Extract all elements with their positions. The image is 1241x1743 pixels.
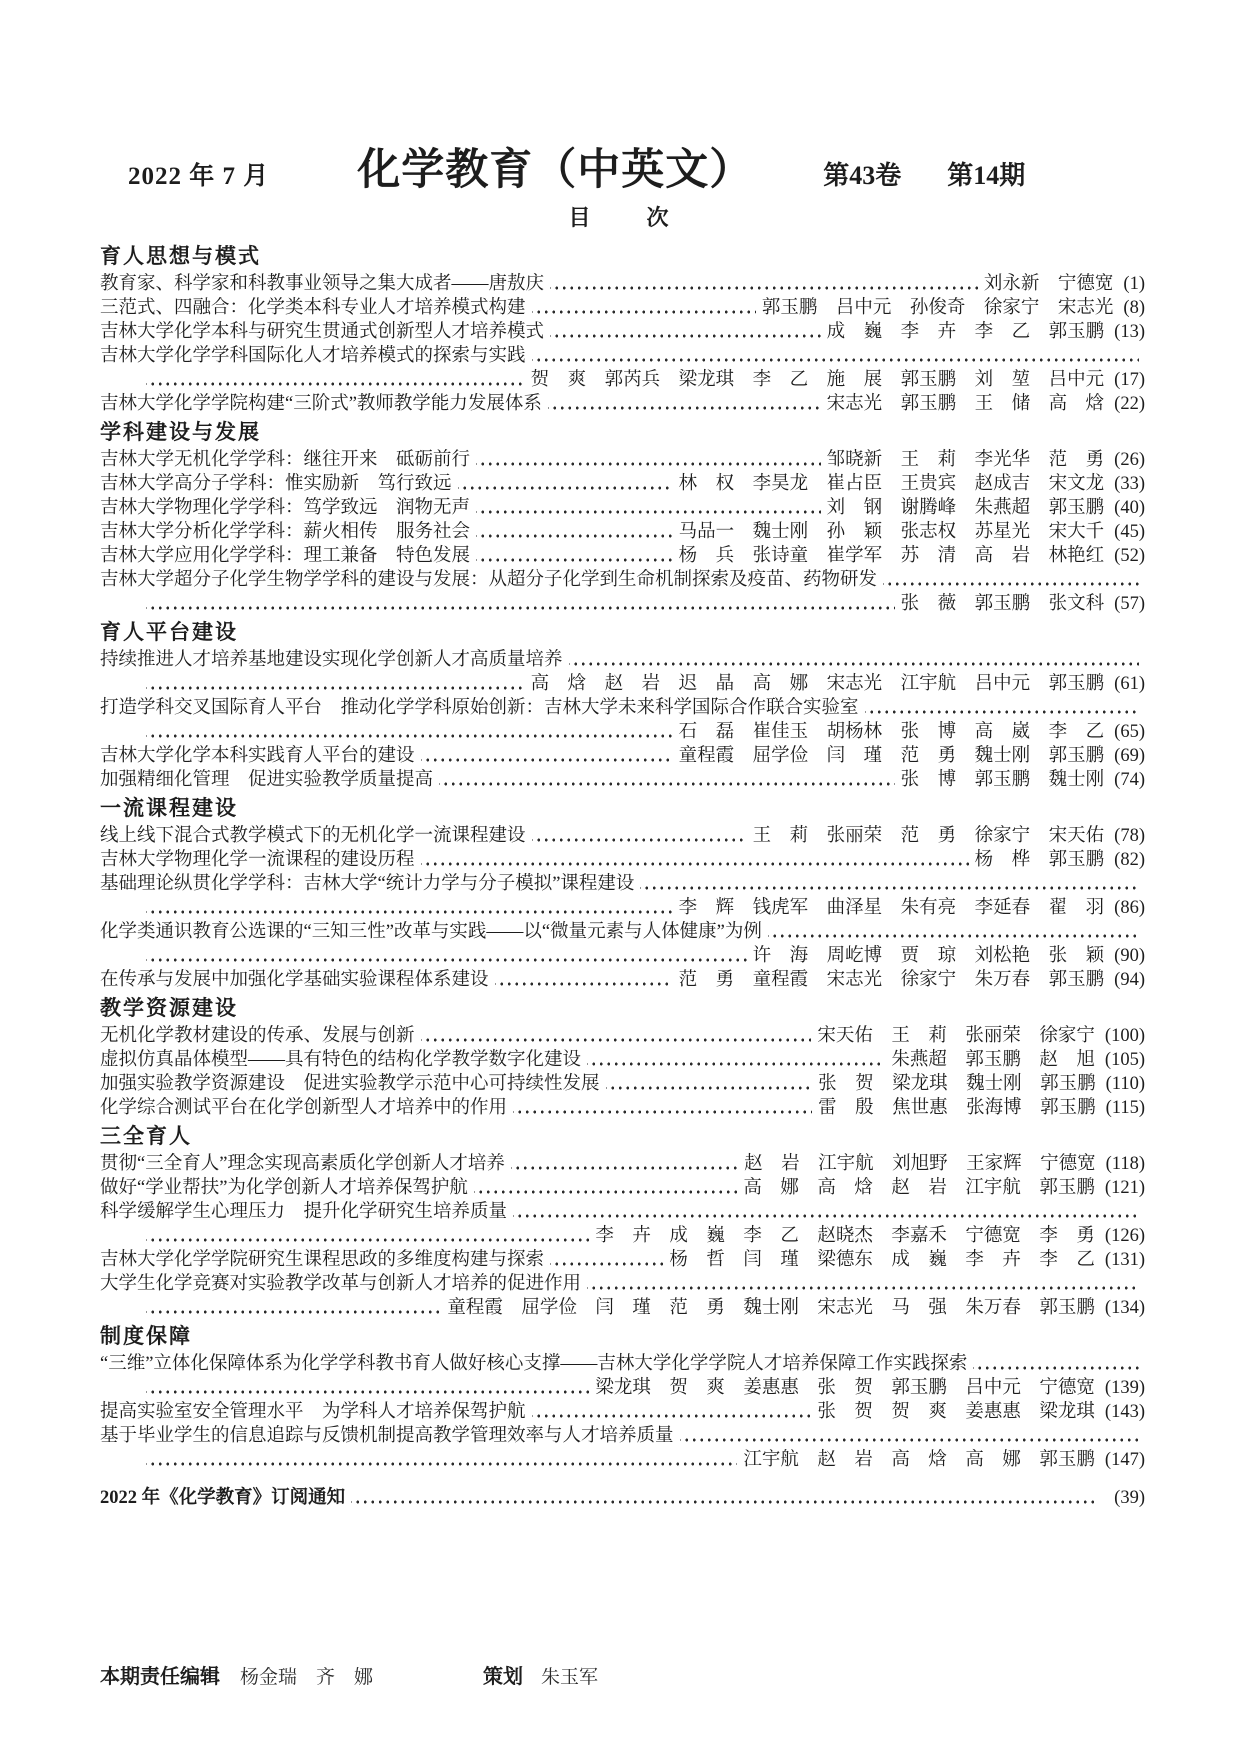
entry-authors: 刘 钢 谢腾峰 朱燕超 郭玉鹏 [826,498,1105,518]
toc-entry [100,1048,1145,1072]
section-title: 育人平台建设 [100,621,238,644]
toc-entry-author-line [100,368,1145,392]
entry-authors: 朱燕超 郭玉鹏 赵 旭 [891,1050,1095,1070]
entry-authors: 高 焓 赵 岩 迟 晶 高 娜 宋志光 江宇航 吕中元 郭玉鹏 [530,674,1105,694]
entry-title: 做好“学业帮扶”为化学创新人才培养保驾护航 [100,1178,468,1198]
dot-leader [973,1352,1139,1376]
entry-page: (17) [1114,370,1145,390]
entry-authors: 郭玉鹏 吕中元 孙俊奇 徐家宁 宋志光 [761,298,1114,318]
entry-page: (131) [1104,1250,1145,1270]
toc-entry-title-line [100,872,1145,896]
section-title: 制度保障 [100,1325,192,1348]
entry-title: 提高实验室安全管理水平 为学科人才培养保驾护航 [100,1402,526,1422]
dot-leader [146,1224,589,1248]
dot-leader [458,472,673,496]
toc-entry [100,1152,1145,1176]
dot-leader [474,1176,737,1200]
dot-leader [146,368,525,392]
entry-page: (78) [1114,826,1145,846]
toc-entry [100,1024,1145,1048]
toc-entry [100,520,1145,544]
entry-authors: 高 娜 高 焓 赵 岩 江宇航 郭玉鹏 [743,1178,1095,1198]
dot-leader [146,944,747,968]
dot-leader [587,1272,1139,1296]
entry-authors: 张 贺 梁龙琪 魏士刚 郭玉鹏 [818,1074,1096,1094]
section-title: 教学资源建设 [100,997,238,1020]
entry-title: 基于毕业学生的信息追踪与反馈机制提高教学管理效率与人才培养质量 [100,1426,674,1446]
entry-authors: 赵 岩 江宇航 刘旭野 王家辉 宁德宽 [744,1154,1096,1174]
toc-entry-author-line [100,1224,1145,1248]
dot-leader [146,1296,441,1320]
dot-leader [476,496,821,520]
entry-title: 打造学科交叉国际育人平台 推动化学学科原始创新：吉林大学未来科学国际合作联合实验室 [100,698,859,718]
toc-entry-author-line [100,1376,1145,1400]
toc-entry-title-line [100,1272,1145,1296]
entry-title: 吉林大学高分子学科：惟实励新 笃行致远 [100,474,452,494]
entry-authors: 雷 殷 焦世惠 张海博 郭玉鹏 [818,1098,1096,1118]
entry-authors: 马品一 魏士刚 孙 颖 张志权 苏星光 宋大千 [678,522,1105,542]
entry-title: 持续推进人才培养基地建设实现化学创新人才高质量培养 [100,650,563,670]
section-title: 学科建设与发展 [100,421,261,444]
entry-authors: 张 薇 郭玉鹏 张文科 [900,594,1105,614]
entry-page: (115) [1105,1098,1145,1118]
entry-page: (139) [1104,1378,1145,1398]
dot-leader [550,320,821,344]
dot-leader [511,1152,738,1176]
entry-title: 教育家、科学家和科教事业领导之集大成者——唐敖庆 [100,274,545,294]
entry-authors: 成 巍 李 卉 李 乙 郭玉鹏 [826,322,1105,342]
entry-page: (1) [1123,274,1145,294]
dot-leader [146,1448,737,1472]
subscription-title: 2022 年《化学教育》订阅通知 [100,1488,346,1508]
entry-page: (90) [1114,946,1145,966]
toc-entry-title-line [100,568,1145,592]
dot-leader [532,296,756,320]
dot-leader [513,1200,1139,1224]
dot-leader [532,1400,812,1424]
entry-authors: 林 权 李昊龙 崔占臣 王贵宾 赵成吉 宋文龙 [678,474,1105,494]
dot-leader [865,696,1139,720]
dot-leader [768,920,1139,944]
entry-page: (100) [1104,1026,1145,1046]
section-title: 育人思想与模式 [100,245,261,268]
journal-title: 化学教育（中英文） [357,147,754,194]
entry-page: (57) [1114,594,1145,614]
entry-page: (82) [1114,850,1145,870]
toc-title: 目 次 [568,205,673,230]
toc-entry-author-line [100,944,1145,968]
entry-title: 加强实验教学资源建设 促进实验教学示范中心可持续性发展 [100,1074,600,1094]
entry-page: (13) [1114,322,1145,342]
entry-title: 吉林大学应用化学学科：理工兼备 特色发展 [100,546,471,566]
entry-authors: 邹晓新 王 莉 李光华 范 勇 [826,450,1105,470]
entry-authors: 张 贺 贺 爽 姜惠惠 梁龙琪 [817,1402,1095,1422]
dot-leader [439,768,895,792]
toc-entry [100,768,1145,792]
toc-entry [100,496,1145,520]
dot-leader [421,744,673,768]
entry-page: (86) [1114,898,1145,918]
section-title: 三全育人 [100,1125,192,1148]
issue-date: 2022 年 7 月 [128,163,270,190]
subscription-notice-row [100,1486,1145,1510]
toc-entry [100,472,1145,496]
dot-leader [548,392,821,416]
entry-title: 吉林大学超分子化学生物学学科的建设与发展：从超分子化学到生命机制探索及疫苗、药物研发 [100,570,878,590]
entry-page: (45) [1114,522,1145,542]
toc-entry-author-line [100,720,1145,744]
entry-title: 三范式、四融合：化学类本科专业人才培养模式构建 [100,298,526,318]
entry-authors: 宋志光 郭玉鹏 王 储 高 焓 [826,394,1105,414]
toc-entry-title-line [100,920,1145,944]
entry-title: 吉林大学分析化学学科：薪火相传 服务社会 [100,522,471,542]
entry-title: 在传承与发展中加强化学基础实验课程体系建设 [100,970,489,990]
toc-entry-title-line [100,696,1145,720]
issue-number-label: 第14期 [947,161,1026,190]
entry-authors: 童程霞 屈学俭 闫 瑾 范 勇 魏士刚 郭玉鹏 [678,746,1105,766]
entry-authors: 江宇航 赵 岩 高 焓 高 娜 郭玉鹏 [743,1450,1095,1470]
entry-page: (65) [1114,722,1145,742]
entry-authors: 杨 桦 郭玉鹏 [974,850,1105,870]
entry-authors: 李 辉 钱虎军 曲泽星 朱有亮 李延春 翟 羽 [678,898,1105,918]
toc-entry [100,448,1145,472]
dot-leader [550,272,978,296]
entry-page: (26) [1114,450,1145,470]
entry-page: (118) [1105,1154,1145,1174]
entry-title: 线上线下混合式教学模式下的无机化学一流课程建设 [100,826,526,846]
entry-authors: 王 莉 张丽荣 范 勇 徐家宁 宋天佑 [752,826,1105,846]
entry-page: (61) [1114,674,1145,694]
dot-leader [476,448,821,472]
entry-title: 化学类通识教育公选课的“三知三性”改革与实践——以“微量元素与人体健康”为例 [100,922,762,942]
dot-leader [606,1072,813,1096]
entry-page: (39) [1114,1488,1145,1508]
entry-page: (8) [1123,298,1145,318]
entry-page: (147) [1104,1450,1145,1470]
toc-entry-title-line [100,1424,1145,1448]
toc-entry [100,824,1145,848]
toc-entry [100,1248,1145,1272]
entry-page: (40) [1114,498,1145,518]
dot-leader [421,848,969,872]
dot-leader [146,672,525,696]
dot-leader [421,1024,812,1048]
entry-authors: 梁龙琪 贺 爽 姜惠惠 张 贺 郭玉鹏 吕中元 宁德宽 [595,1378,1095,1398]
dot-leader [532,824,747,848]
entry-authors: 许 海 周屹博 贾 琼 刘松艳 张 颖 [752,946,1105,966]
toc-entry-author-line [100,1296,1145,1320]
entry-title: 吉林大学化学学院构建“三阶式”教师教学能力发展体系 [100,394,542,414]
entry-title: 吉林大学化学本科与研究生贯通式创新型人才培养模式 [100,322,545,342]
entry-title: 虚拟仿真晶体模型——具有特色的结构化学教学数字化建设 [100,1050,582,1070]
dot-leader [476,544,673,568]
toc-entry [100,1400,1145,1424]
entry-title: 大学生化学竞赛对实验教学改革与创新人才培养的促进作用 [100,1274,582,1294]
toc-list [0,232,1241,1472]
entry-title: 基础理论纵贯化学学科：吉林大学“统计力学与分子模拟”课程建设 [100,874,635,894]
entry-authors: 石 磊 崔佳玉 胡杨林 张 博 高 崴 李 乙 [678,722,1105,742]
dot-leader [146,1376,589,1400]
entry-title: 吉林大学化学本科实践育人平台的建设 [100,746,415,766]
dot-leader [883,568,1139,592]
dot-leader [532,344,1139,368]
entry-authors: 刘永新 宁德宽 [983,274,1114,294]
toc-entry [100,1096,1145,1120]
dot-leader [569,648,1139,672]
entry-title: 吉林大学物理化学一流课程的建设历程 [100,850,415,870]
toc-entry-title-line [100,1352,1145,1376]
page-footer [100,1660,1241,1689]
entry-page: (33) [1114,474,1145,494]
dot-leader [680,1424,1139,1448]
toc-entry [100,1176,1145,1200]
toc-entry-author-line [100,592,1145,616]
toc-entry-title-line [100,344,1145,368]
dot-leader [513,1096,812,1120]
entry-authors: 宋天佑 王 莉 张丽荣 徐家宁 [817,1026,1095,1046]
volume-label: 第43卷 [823,161,902,190]
toc-entry [100,296,1145,320]
entry-authors: 张 博 郭玉鹏 魏士刚 [900,770,1105,790]
entry-page: (143) [1104,1402,1145,1422]
entry-authors: 童程霞 屈学俭 闫 瑾 范 勇 魏士刚 宋志光 马 强 朱万春 郭玉鹏 [447,1298,1095,1318]
editor-names: 杨金瑞 齐 娜 [240,1667,374,1688]
toc-entry-author-line [100,672,1145,696]
entry-authors: 杨 哲 闫 瑾 梁德东 成 巍 李 卉 李 乙 [669,1250,1095,1270]
editor-label: 本期责任编辑 [100,1666,220,1688]
toc-entry-title-line [100,648,1145,672]
entry-authors: 范 勇 童程霞 宋志光 徐家宁 朱万春 郭玉鹏 [678,970,1105,990]
toc-entry [100,968,1145,992]
entry-title: “三维”立体化保障体系为化学学科教书育人做好核心支撑——吉林大学化学学院人才培养保障工作实践探索 [100,1354,968,1374]
section-title: 一流课程建设 [100,797,238,820]
entry-page: (74) [1114,770,1145,790]
dot-leader [550,1248,663,1272]
entry-title: 吉林大学化学学院研究生课程思政的多维度构建与探索 [100,1250,545,1270]
dot-leader [351,1486,1098,1510]
entry-page: (105) [1104,1050,1145,1070]
entry-title: 吉林大学化学学科国际化人才培养模式的探索与实践 [100,346,526,366]
journal-header [0,0,1241,197]
entry-authors: 杨 兵 张诗童 崔学军 苏 清 高 岩 林艳红 [678,546,1105,566]
toc-entry-author-line [100,896,1145,920]
dot-leader [495,968,673,992]
entry-title: 科学缓解学生心理压力 提升化学研究生培养质量 [100,1202,508,1222]
entry-authors: 李 卉 成 巍 李 乙 赵晓杰 李嘉禾 宁德宽 李 勇 [595,1226,1095,1246]
dot-leader [146,592,895,616]
dot-leader [587,1048,885,1072]
toc-entry [100,1072,1145,1096]
toc-entry-title-line [100,1200,1145,1224]
dot-leader [146,896,673,920]
entry-page: (134) [1104,1298,1145,1318]
entry-title: 无机化学教材建设的传承、发展与创新 [100,1026,415,1046]
dot-leader [476,520,673,544]
toc-entry [100,744,1145,768]
toc-entry [100,320,1145,344]
entry-title: 加强精细化管理 促进实验教学质量提高 [100,770,434,790]
toc-entry [100,392,1145,416]
entry-page: (110) [1105,1074,1145,1094]
toc-entry [100,848,1145,872]
toc-entry [100,544,1145,568]
entry-authors: 贺 爽 郭芮兵 梁龙琪 李 乙 施 展 郭玉鹏 刘 堃 吕中元 [530,370,1105,390]
entry-title: 吉林大学无机化学学科：继往开来 砥砺前行 [100,450,471,470]
entry-page: (22) [1114,394,1145,414]
entry-title: 贯彻“三全育人”理念实现高素质化学创新人才培养 [100,1154,505,1174]
toc-entry [100,272,1145,296]
entry-page: (52) [1114,546,1145,566]
entry-page: (126) [1104,1226,1145,1246]
planner-name: 朱玉军 [541,1667,599,1688]
entry-page: (94) [1114,970,1145,990]
entry-title: 吉林大学物理化学学科：笃学致远 润物无声 [100,498,471,518]
dot-leader [146,720,673,744]
planner-label: 策划 [483,1666,524,1688]
entry-page: (69) [1114,746,1145,766]
entry-title: 化学综合测试平台在化学创新型人才培养中的作用 [100,1098,508,1118]
dot-leader [640,872,1139,896]
toc-entry-author-line [100,1448,1145,1472]
entry-page: (121) [1104,1178,1145,1198]
